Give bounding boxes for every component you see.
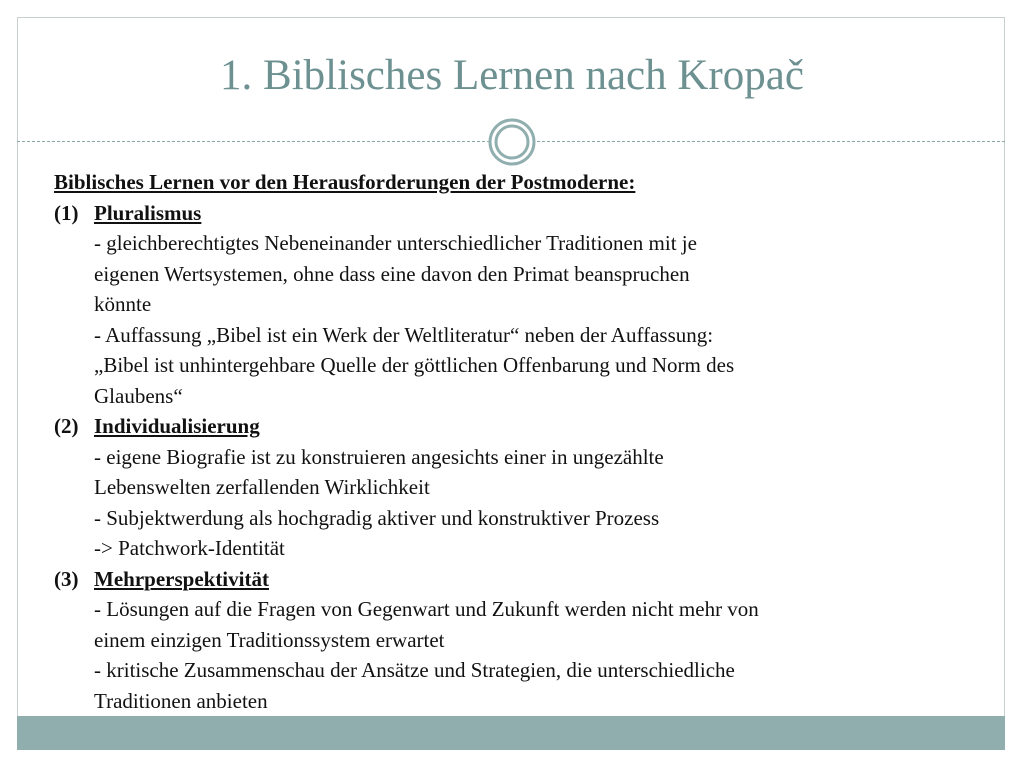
section-header [54,198,994,229]
body-line: - eigene Biografie ist zu konstruieren angesichts einer in ungezählte [94,444,664,469]
body-line: -> Patchwork-Identität [94,536,285,560]
slide-title: 1. Biblisches Lernen nach Kropač [220,52,804,99]
section-header [54,411,994,442]
body-line: Glaubens“ [94,383,183,408]
body-line: einem einzigen Traditionssystem erwartet [94,627,445,652]
body-line: „Bibel ist unhintergehbare Quelle der göttlichen Offenbarung und Norm des [94,353,735,377]
body-line: eigenen Wertsystemen, ohne dass eine davon den Primat beanspruchen [94,261,690,286]
section-number: (2) [54,414,79,438]
body-line: - gleichberechtigtes Nebeneinander unterschiedlicher Traditionen mit je [94,231,697,255]
section-label: Pluralismus [94,200,202,225]
body-line: könnte [94,292,152,316]
body-line: - kritische Zusammenschau der Ansätze und Strategien, die unterschiedliche [94,658,735,682]
section-pluralismus [54,198,994,412]
body-line: - Subjektwerdung als hochgradig aktiver und konstruktiver Prozess [94,505,660,530]
section-individualisierung [54,411,994,564]
body-line: - Auffassung „Bibel ist ein Werk der Weltliteratur“ neben der Auffassung: [94,322,714,347]
double-ring-icon [488,118,536,166]
body-line: - Lösungen auf die Fragen von Gegenwart und Zukunft werden nicht mehr von [94,597,759,621]
section-number: (3) [54,566,79,591]
section-header [54,564,994,595]
section-number: (1) [54,200,79,225]
body-line: Lebenswelten zerfallenden Wirklichkeit [94,475,430,499]
footer-bar [17,716,1005,750]
section-mehrperspektivitaet [54,564,994,717]
section-label: Individualisierung [94,414,260,438]
slide-body [54,167,994,716]
body-heading: Biblisches Lernen vor den Herausforderungen der Postmoderne: [54,170,636,194]
section-label: Mehrperspektivität [94,566,269,591]
body-line: Traditionen anbieten [94,688,268,713]
